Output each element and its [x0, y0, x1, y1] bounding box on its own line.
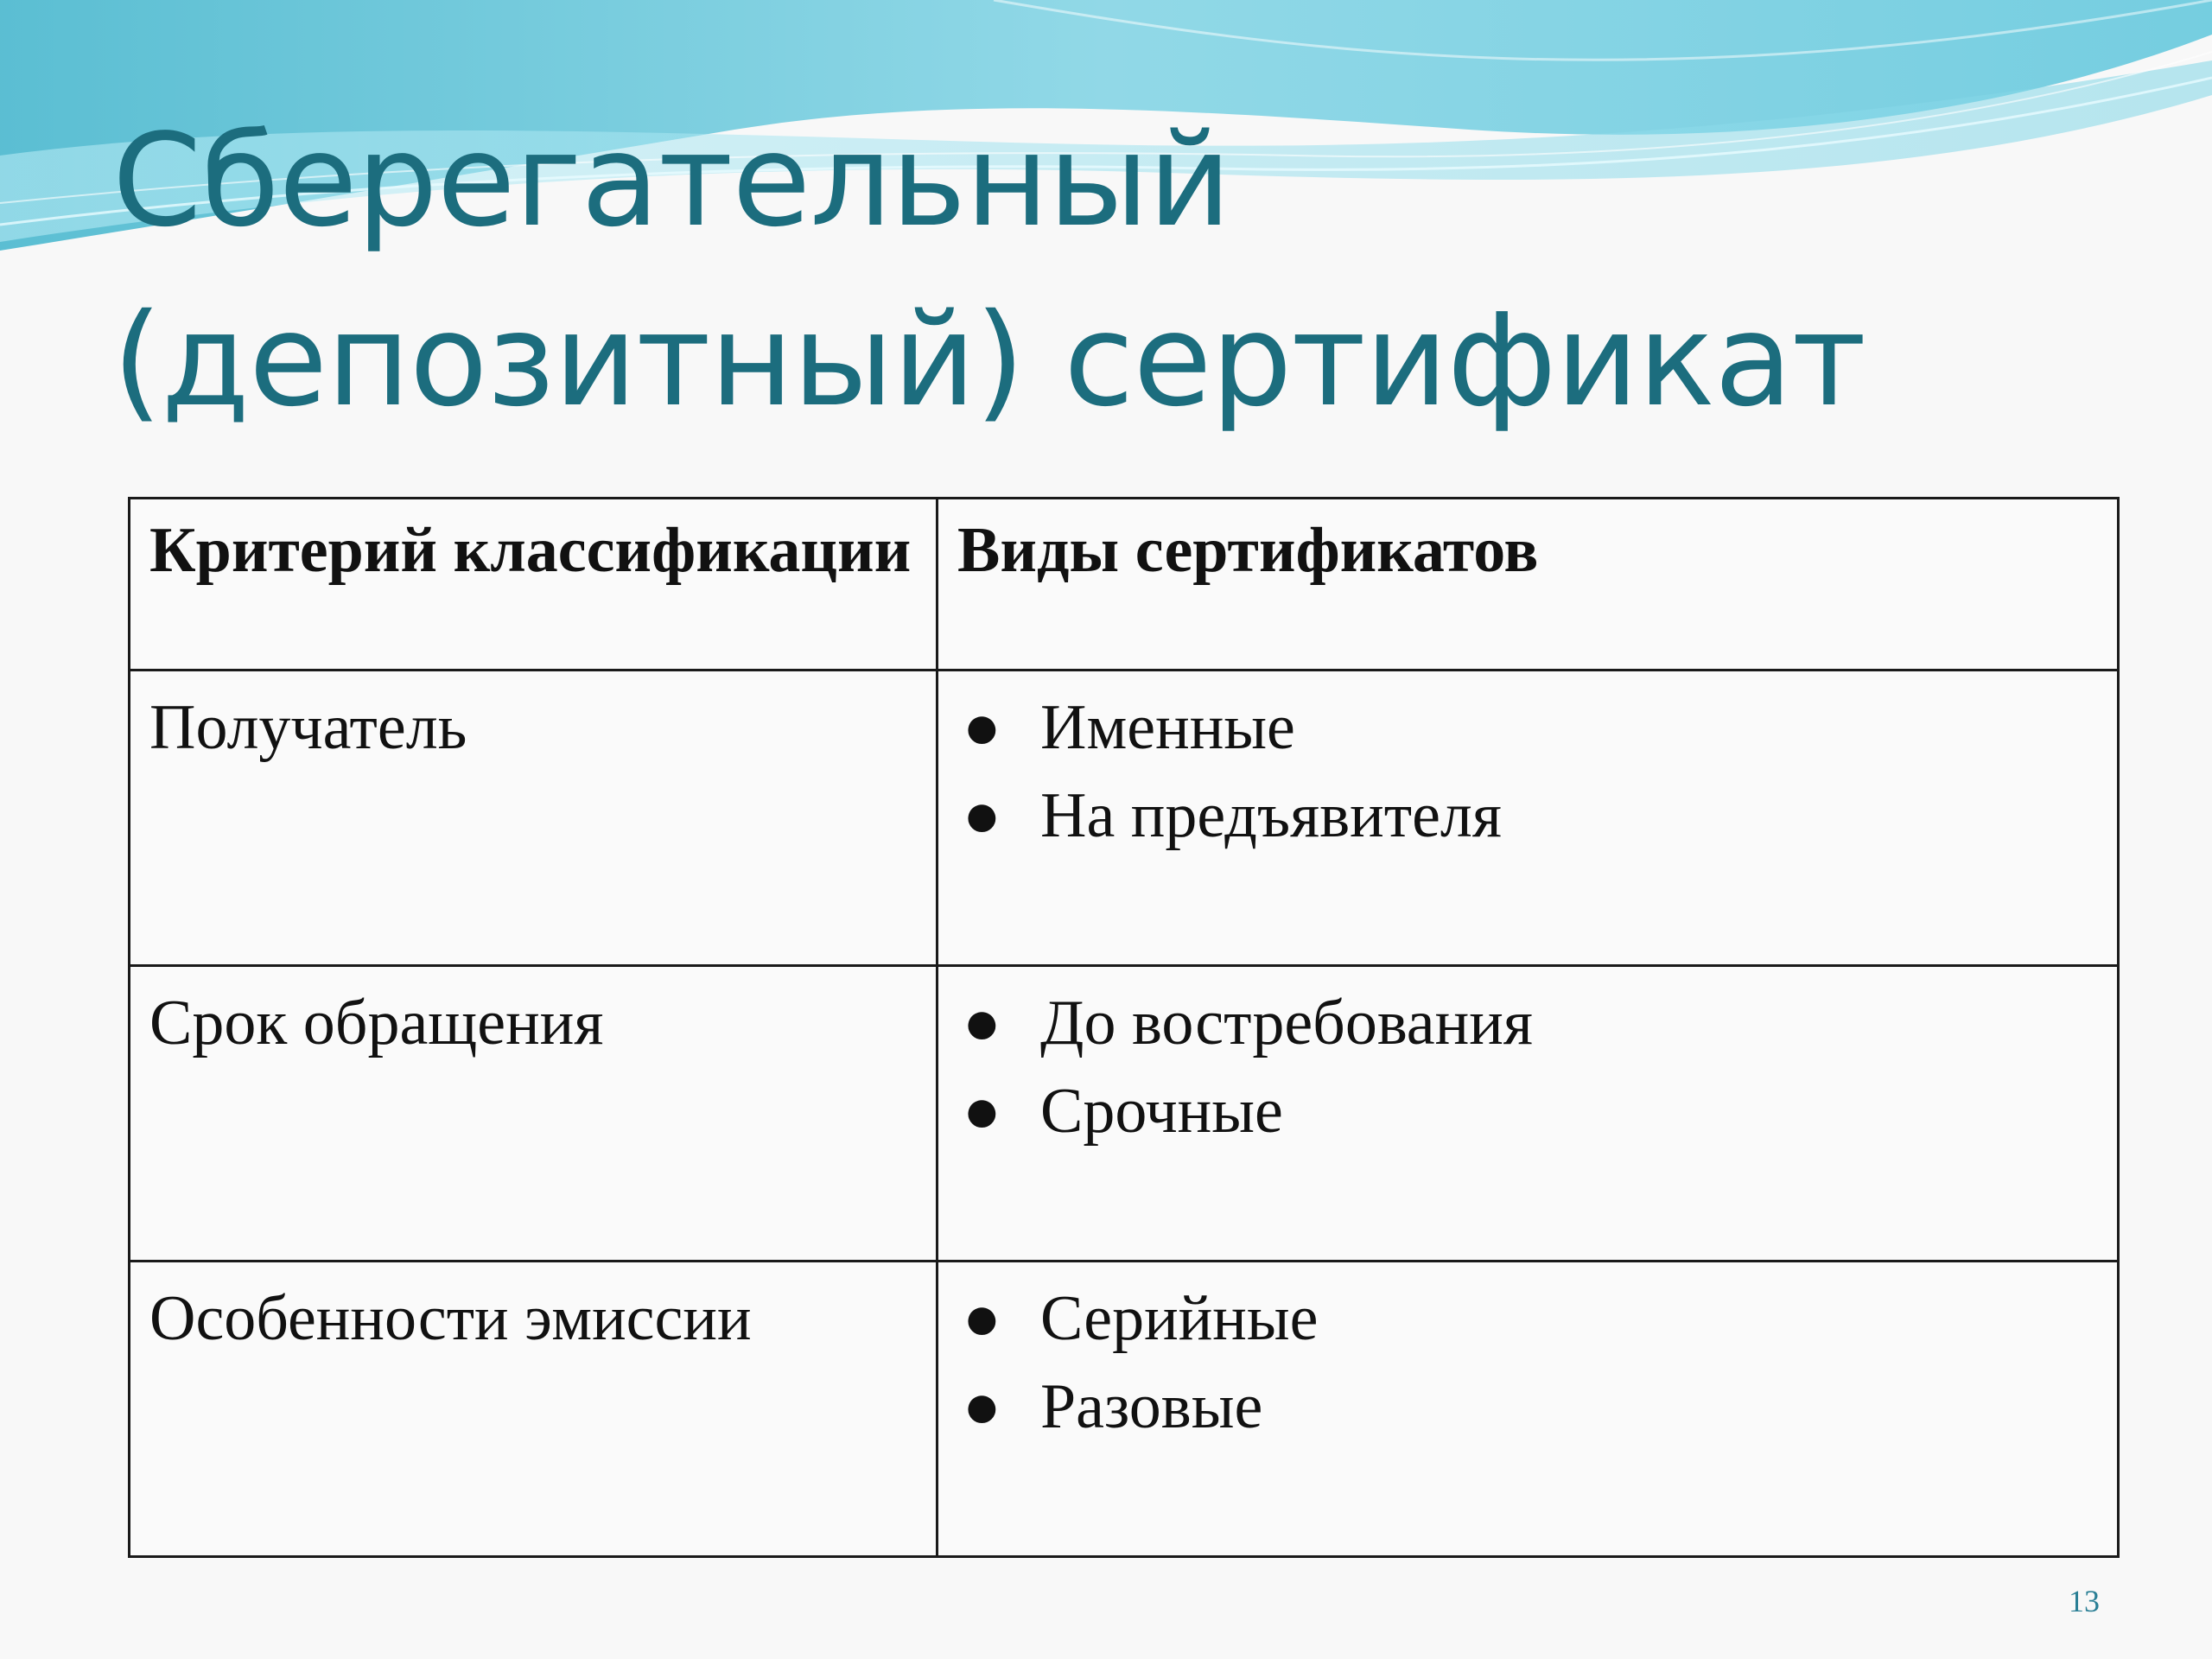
header-criterion: Критерий классификации — [130, 499, 938, 671]
type-label: Именные — [1040, 692, 1295, 763]
types-list — [957, 979, 2100, 1155]
classification-table — [128, 497, 2120, 1558]
table-row — [130, 671, 2119, 966]
criterion-cell: Особенности эмиссии — [130, 1262, 938, 1557]
types-list — [957, 683, 2100, 860]
slide-title: Сберегательный (депозитный) сертификат — [112, 106, 1866, 435]
list-item — [957, 979, 2100, 1067]
type-label: На предъявителя — [1040, 780, 1502, 851]
list-item — [957, 772, 2100, 860]
bullet-icon: ● — [963, 988, 1001, 1058]
table-row — [130, 966, 2119, 1262]
type-label: Серийные — [1040, 1283, 1319, 1354]
types-list — [957, 1274, 2100, 1451]
list-item — [957, 1363, 2100, 1451]
list-item — [957, 1274, 2100, 1363]
bullet-icon: ● — [963, 1076, 1001, 1147]
list-item — [957, 1067, 2100, 1155]
table-header-row — [130, 499, 2119, 671]
types-cell — [938, 1262, 2119, 1557]
criterion-cell: Срок обращения — [130, 966, 938, 1262]
bullet-icon: ● — [963, 780, 1001, 851]
type-label: До востребования — [1040, 988, 1533, 1058]
bullet-icon: ● — [963, 692, 1001, 763]
table-row — [130, 1262, 2119, 1557]
criterion-cell: Получатель — [130, 671, 938, 966]
type-label: Разовые — [1040, 1371, 1263, 1442]
bullet-icon: ● — [963, 1371, 1001, 1442]
header-types: Виды сертификатов — [938, 499, 2119, 671]
slide-number: 13 — [2069, 1584, 2100, 1618]
types-cell — [938, 966, 2119, 1262]
types-cell — [938, 671, 2119, 966]
list-item — [957, 683, 2100, 772]
type-label: Срочные — [1040, 1076, 1283, 1147]
bullet-icon: ● — [963, 1283, 1001, 1354]
